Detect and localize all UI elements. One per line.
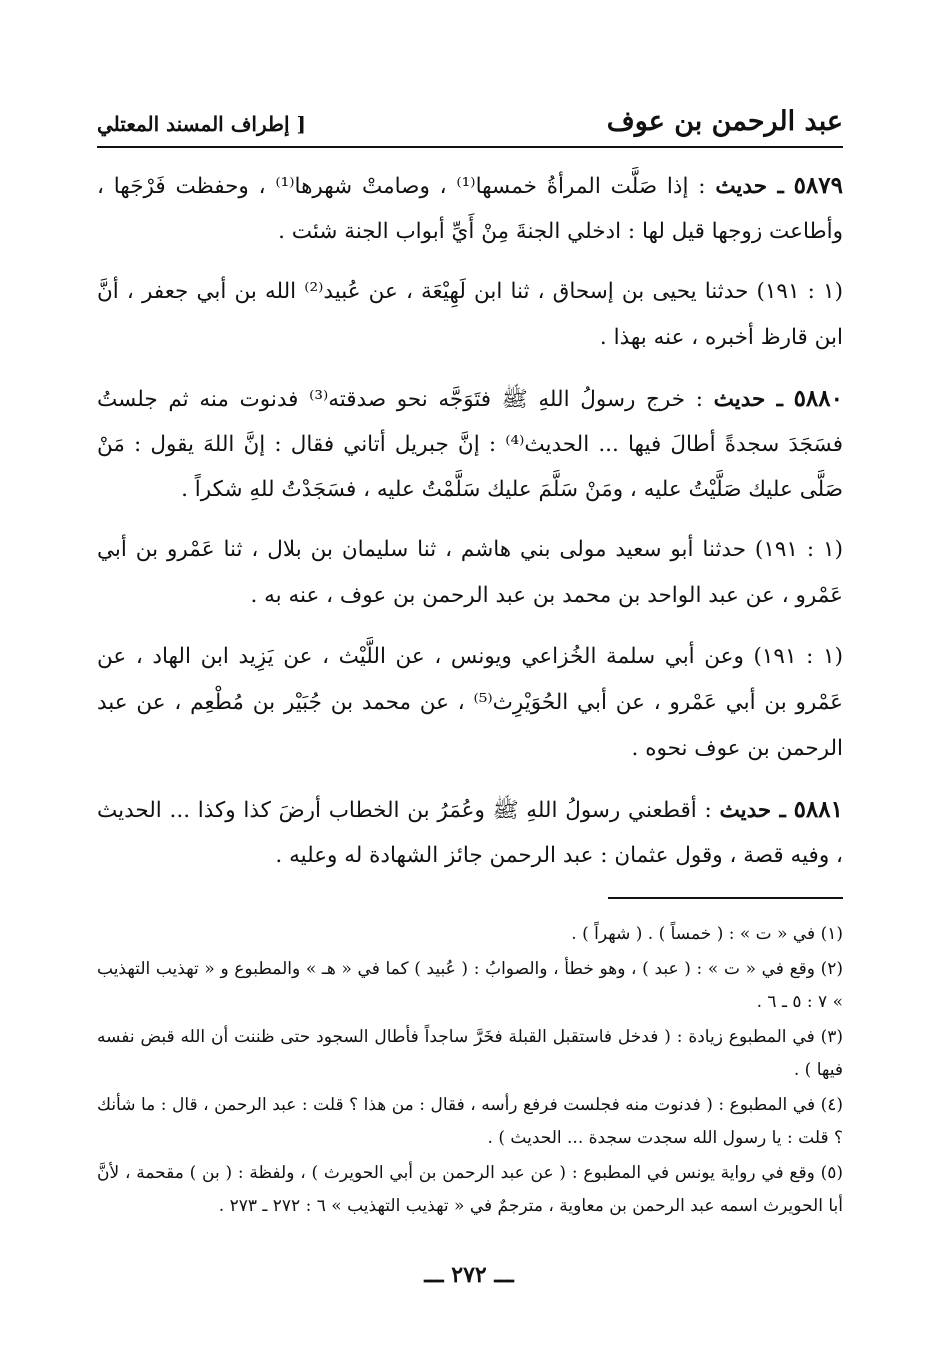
hadith-text: : إذا صَلَّت المرأةُ خمسها⁽¹⁾ ، وصامتْ شهرها⁽¹⁾ ، وحفظت فَرْجَها ، وأطاعت زوجها قيل لها : ادخلي الجنةَ مِنْ أَيِّ أبواب الجنة شئت . [97,174,843,244]
header-divider [97,146,843,148]
hadith-5881: ٥٨٨١ ـ حديث : أقطعني رسولُ اللهِ ﷺ وعُمَرُ بن الخطاب أرضَ كذا وكذا ... الحديث ، وفيه قصة ، وقول عثمان : عبد الرحمن جائز الشهادة له وعليه . [97,796,843,868]
footnote-1: (١) في « ت » : ( خمساً ) . ( شهراً ) . [571,924,843,944]
hadith-text: : أقطعني رسولُ اللهِ ﷺ وعُمَرُ بن الخطاب أرضَ كذا وكذا ... الحديث ، وفيه قصة ، وقول عثمان : عبد الرحمن جائز الشهادة له وعليه . [97,798,843,868]
footnote-4: (٤) في المطبوع : ( فدنوت منه فجلست فرفع رأسه ، فقال : من هذا ؟ قلت : عبد الرحمن ، قال : ما شأنك ؟ قلت : يا رسول الله سجدت سجدة ... الحديث ) . [97,1095,843,1148]
page-number: ـــ ٢٧٢ ـــ [424,1262,514,1288]
footnote-5: (٥) وقع في رواية يونس في المطبوع : ( عن عبد الرحمن بن أبي الحويرث ) ، ولفظة : ( بن ) مقحمة ، لأنَّ أبا الحويرث اسمه عبد الرحمن بن معاوية ، مترجمٌ في « تهذيب التهذيب » ٦ : ٢٧٢ ـ ٢٧٣ . [97,1163,843,1216]
hadith-5880: ٥٨٨٠ ـ حديث : خرج رسولُ اللهِ ﷺ فتَوَجَّه نحو صدقته⁽³⁾ فدنوت منه ثم جلستُ فسَجَدَ سجدةً أطالَ فيها ... الحديث⁽⁴⁾ : إنَّ جبريل أتاني فقال : إنَّ اللهَ يقول : مَنْ صَلَّى عليك صَلَّيْتُ عليه ، ومَنْ سَلَّمَ عليك سَلَّمْتُ عليه ، فسَجَدْتُ للهِ شكراً . [97,385,843,502]
hadith-5879-narration: (١ : ١٩١) حدثنا يحيى بن إسحاق ، ثنا ابن لَهِيْعَة ، عن عُبيد⁽²⁾ الله بن أبي جعفر ، أنَّ ابن قارظ أخبره ، عنه بهذا . [97,279,843,350]
chapter-title: عبد الرحمن بن عوف [606,106,843,137]
hadith-label: حديث [713,387,766,412]
hadith-5880-narration-2: (١ : ١٩١) وعن أبي سلمة الخُزاعي ويونس ، عن اللَّيْث ، عن يَزِيد ابن الهاد ، عن عَمْرو بن أبي عَمْرو ، عن أبي الحُوَيْرِث⁽⁵⁾ ، عن محمد بن جُبَيْر بن مُطْعِم ، عن عبد الرحمن بن عوف نحوه . [97,644,843,761]
hadith-number: ٥٨٨٠ [793,385,843,412]
running-header [97,100,843,140]
footnote-3: (٣) في المطبوع زيادة : ( فدخل فاستقبل القبلة فخَرَّ ساجداً فأطال السجود حتى ظننت أن الله قبض نفسه فيها ) . [97,1027,843,1080]
hadith-text: : خرج رسولُ اللهِ ﷺ فتَوَجَّه نحو صدقته⁽³⁾ فدنوت منه ثم جلستُ فسَجَدَ سجدةً أطالَ فيها ... الحديث⁽⁴⁾ : إنَّ جبريل أتاني فقال : إنَّ اللهَ يقول : مَنْ صَلَّى عليك صَلَّيْتُ عليه ، ومَنْ سَلَّمَ عليك سَلَّمْتُ عليه ، فسَجَدْتُ للهِ شكراً . [97,387,843,502]
book-title: [ إطراف المسند المعتلي [97,112,306,136]
hadith-label: حديث [719,798,772,823]
hadith-number: ٥٨٨١ [793,796,843,823]
footnote-divider [608,897,843,899]
main-text [97,163,843,882]
footnote-2: (٢) وقع في « ت » : ( عبد ) ، وهو خطأ ، والصوابُ : ( عُبيد ) كما في « هـ » والمطبوع و « تهذيب التهذيب » ٧ : ٥ ـ ٦ . [97,959,843,1012]
footnotes [97,918,843,1225]
hadith-5880-narration-1: (١ : ١٩١) حدثنا أبو سعيد مولى بني هاشم ، ثنا سليمان بن بلال ، ثنا عَمْرو بن أبي عَمْرو ، عن عبد الواحد بن محمد بن عبد الرحمن بن عوف ، عنه به . [97,537,843,608]
hadith-number: ٥٨٧٩ [793,172,843,199]
hadith-5879: ٥٨٧٩ ـ حديث : إذا صَلَّت المرأةُ خمسها⁽¹⁾ ، وصامتْ شهرها⁽¹⁾ ، وحفظت فَرْجَها ، وأطاعت زوجها قيل لها : ادخلي الجنةَ مِنْ أَيِّ أبواب الجنة شئت . [97,172,843,244]
hadith-label: حديث [715,174,767,199]
